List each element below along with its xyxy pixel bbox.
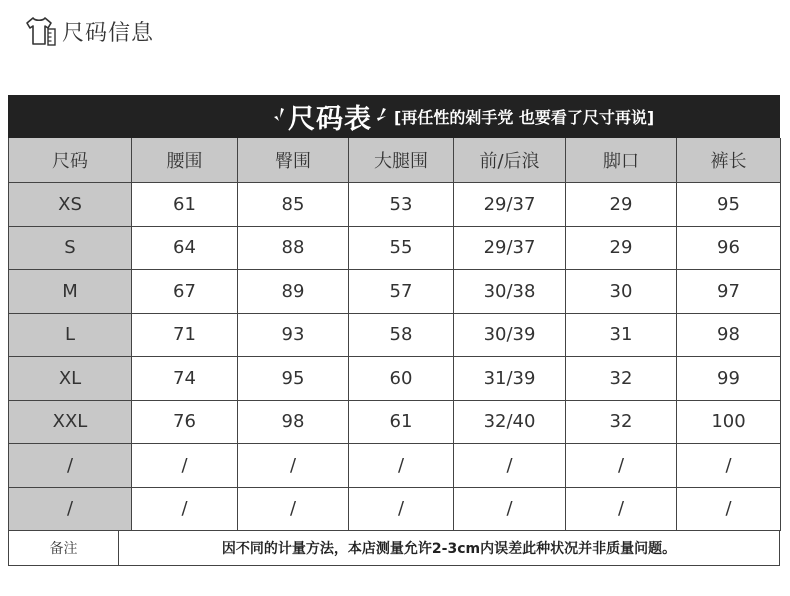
size-label-cell: L xyxy=(9,314,132,358)
table-cell: 98 xyxy=(677,314,781,358)
size-label-cell: XXL xyxy=(9,401,132,445)
table-cell: 76 xyxy=(132,401,238,445)
table-header-cell: 臀围 xyxy=(238,138,349,183)
table-cell: / xyxy=(566,488,677,532)
table-subtitle: [再任性的剁手党 也要看了尺寸再说] xyxy=(394,108,655,127)
table-cell: 31/39 xyxy=(454,357,566,401)
size-label-cell: / xyxy=(9,444,132,488)
table-cell: 95 xyxy=(238,357,349,401)
table-cell: / xyxy=(132,488,238,532)
table-cell: 88 xyxy=(238,227,349,271)
table-cell: / xyxy=(454,488,566,532)
table-cell: 100 xyxy=(677,401,781,445)
table-cell: 95 xyxy=(677,183,781,227)
table-cell: 85 xyxy=(238,183,349,227)
table-cell: / xyxy=(349,488,454,532)
table-cell: 99 xyxy=(677,357,781,401)
table-cell: 61 xyxy=(349,401,454,445)
table-cell: 53 xyxy=(349,183,454,227)
table-cell: 93 xyxy=(238,314,349,358)
size-label-cell: M xyxy=(9,270,132,314)
table-cell: 29 xyxy=(566,227,677,271)
size-label-cell: XS xyxy=(9,183,132,227)
table-cell: 97 xyxy=(677,270,781,314)
sparkle-icon xyxy=(272,106,286,128)
page-header xyxy=(24,14,154,48)
size-label-cell: XL xyxy=(9,357,132,401)
shirt-ruler-icon xyxy=(24,15,58,47)
table-cell: 96 xyxy=(677,227,781,271)
table-cell: / xyxy=(349,444,454,488)
table-title: 尺码表 xyxy=(288,104,372,135)
table-header-cell: 脚口 xyxy=(566,138,677,183)
table-cell: 61 xyxy=(132,183,238,227)
table-header-cell: 前/后浪 xyxy=(454,138,566,183)
size-label-cell: S xyxy=(9,227,132,271)
table-cell: 32 xyxy=(566,401,677,445)
table-cell: / xyxy=(454,444,566,488)
size-table xyxy=(8,95,780,566)
size-label-cell: / xyxy=(9,488,132,532)
page-title: 尺码信息 xyxy=(62,20,155,46)
table-cell: 30 xyxy=(566,270,677,314)
note-text: 因不同的计量方法，本店测量允许2-3cm内误差此种状况并非质量问题。 xyxy=(221,541,677,557)
table-cell: 74 xyxy=(132,357,238,401)
table-cell: 58 xyxy=(349,314,454,358)
table-cell: 71 xyxy=(132,314,238,358)
sparkle-icon xyxy=(374,106,388,128)
table-header-cell: 尺码 xyxy=(9,138,132,183)
table-cell: 29 xyxy=(566,183,677,227)
table-cell: 57 xyxy=(349,270,454,314)
table-cell: 30/39 xyxy=(454,314,566,358)
table-cell: 29/37 xyxy=(454,227,566,271)
table-cell: / xyxy=(677,444,781,488)
size-grid xyxy=(8,138,780,531)
table-cell: 67 xyxy=(132,270,238,314)
note-label: 备注 xyxy=(9,531,119,565)
table-cell: 32/40 xyxy=(454,401,566,445)
table-header-cell: 大腿围 xyxy=(349,138,454,183)
note-row xyxy=(8,531,780,566)
table-cell: 31 xyxy=(566,314,677,358)
table-cell: 55 xyxy=(349,227,454,271)
table-header-cell: 腰围 xyxy=(132,138,238,183)
table-cell: 98 xyxy=(238,401,349,445)
table-cell: 30/38 xyxy=(454,270,566,314)
table-cell: / xyxy=(566,444,677,488)
table-header-cell: 裤长 xyxy=(677,138,781,183)
table-cell: 60 xyxy=(349,357,454,401)
table-cell: 32 xyxy=(566,357,677,401)
table-cell: / xyxy=(238,488,349,532)
table-cell: / xyxy=(238,444,349,488)
table-cell: 29/37 xyxy=(454,183,566,227)
table-cell: / xyxy=(132,444,238,488)
table-cell: 64 xyxy=(132,227,238,271)
table-cell: / xyxy=(677,488,781,532)
table-cell: 89 xyxy=(238,270,349,314)
table-title-bar xyxy=(8,95,780,138)
